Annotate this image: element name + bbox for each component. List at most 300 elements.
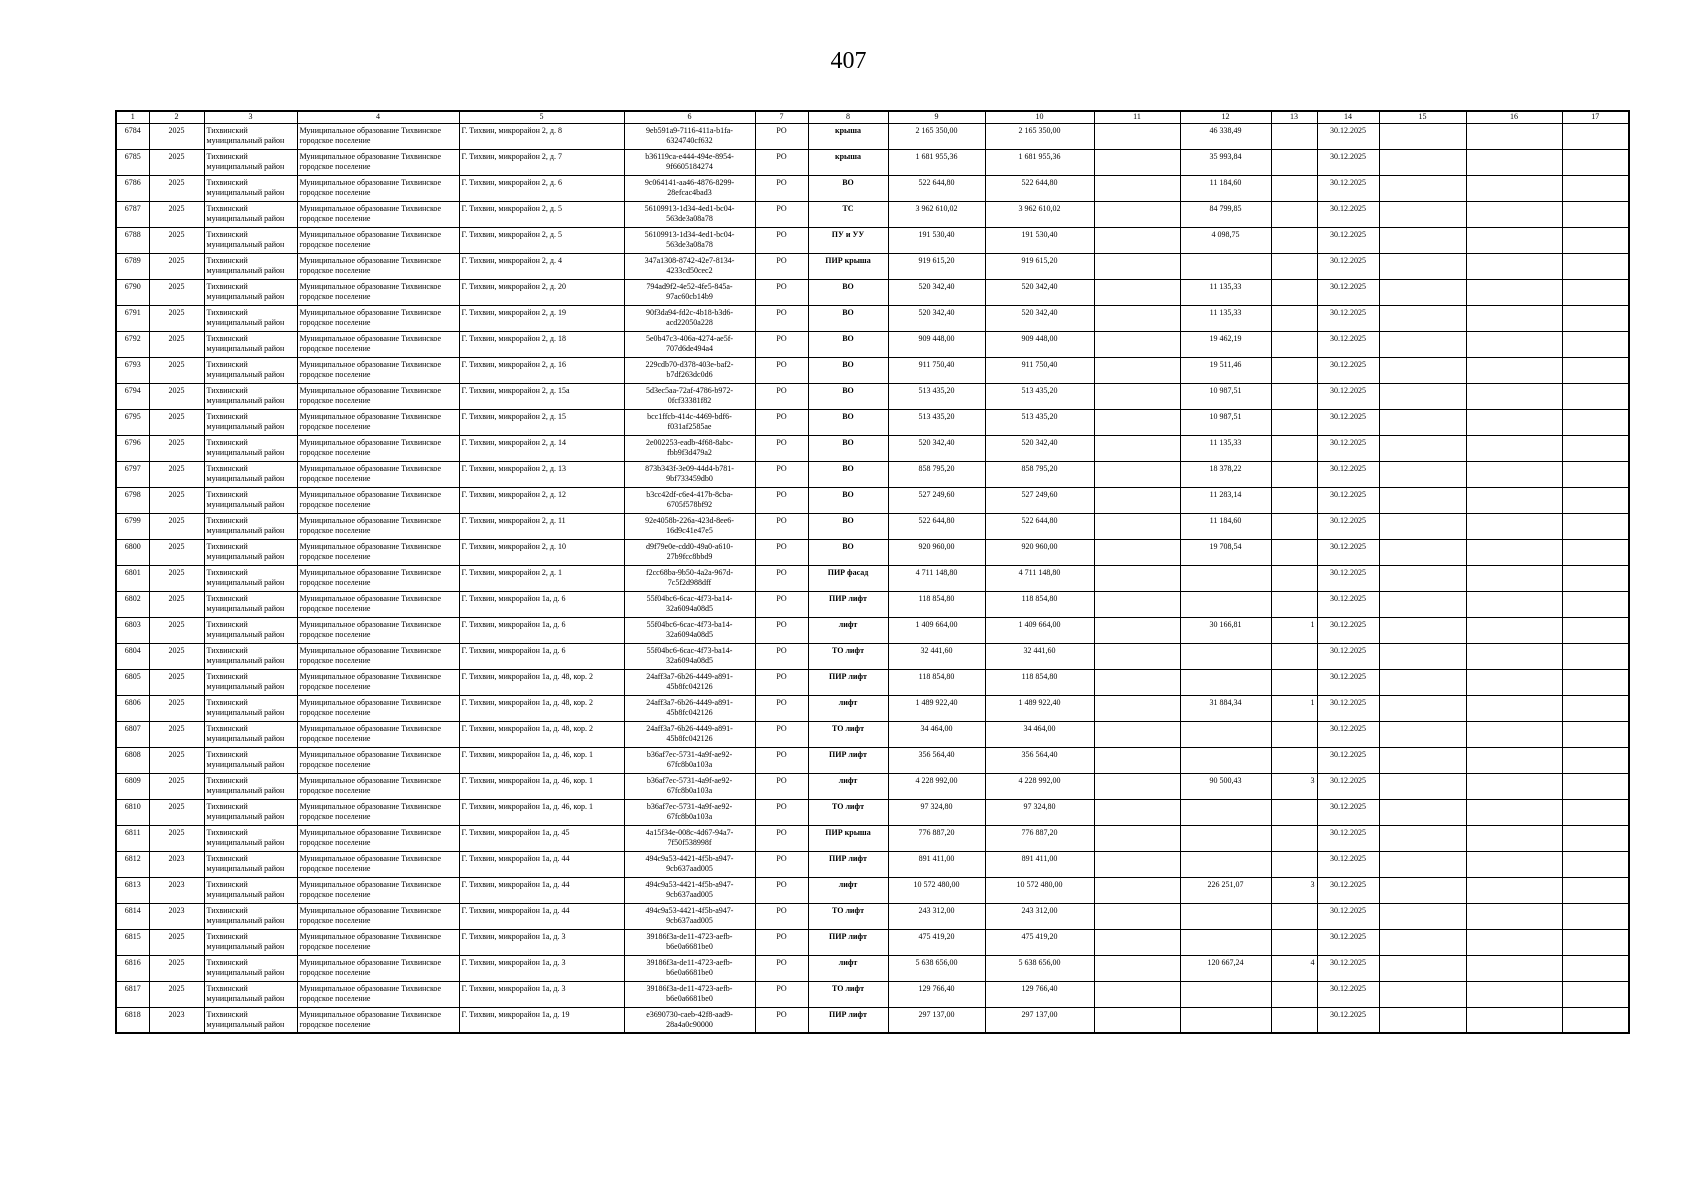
cell-col-16 — [1466, 851, 1562, 877]
cell-cost-total: 909 448,00 — [888, 331, 985, 357]
cell-col-15 — [1379, 357, 1466, 383]
cell-cost-fund: 4 228 992,00 — [985, 773, 1094, 799]
cell-work-type: ВО — [808, 279, 888, 305]
cell-col-12 — [1180, 747, 1271, 773]
cell-col-17 — [1562, 409, 1629, 435]
cell-house-guid: 5d3ec5aa-72af-4786-b972-0fcf33381f82 — [624, 383, 755, 409]
column-number-7: 7 — [755, 111, 808, 123]
cell-year: 2025 — [149, 747, 204, 773]
cell-col-12 — [1180, 851, 1271, 877]
cell-address: Г. Тихвин, микрорайон 1а, д. 46, кор. 1 — [459, 773, 624, 799]
cell-col-17 — [1562, 149, 1629, 175]
cell-district: Тихвинский муниципальный район — [204, 201, 297, 227]
cell-row-number: 6806 — [116, 695, 149, 721]
cell-col-12 — [1180, 981, 1271, 1007]
table-row — [116, 149, 1629, 175]
cell-col-12 — [1180, 565, 1271, 591]
cell-year: 2025 — [149, 305, 204, 331]
cell-year: 2025 — [149, 565, 204, 591]
cell-col-12: 30 166,81 — [1180, 617, 1271, 643]
cell-house-guid: b36af7ec-5731-4a9f-ae92-67fc8b0a103a — [624, 799, 755, 825]
cell-row-number: 6797 — [116, 461, 149, 487]
cell-funding-source: РО — [755, 487, 808, 513]
cell-year: 2025 — [149, 539, 204, 565]
cell-district: Тихвинский муниципальный район — [204, 513, 297, 539]
cell-col-15 — [1379, 227, 1466, 253]
cell-work-type: ПИР фасад — [808, 565, 888, 591]
cell-col-13 — [1271, 253, 1317, 279]
cell-col-17 — [1562, 123, 1629, 149]
cell-row-number: 6803 — [116, 617, 149, 643]
cell-col-16 — [1466, 695, 1562, 721]
cell-completion-date: 30.12.2025 — [1317, 773, 1379, 799]
cell-funding-source: РО — [755, 409, 808, 435]
cell-house-guid: 24aff3a7-6b26-4449-a891-45b8fc042126 — [624, 721, 755, 747]
cell-col-12 — [1180, 929, 1271, 955]
cell-row-number: 6814 — [116, 903, 149, 929]
cell-municipality: Муниципальное образование Тихвинское городское поселение — [297, 331, 459, 357]
cell-col-11 — [1094, 201, 1180, 227]
cell-col-12: 226 251,07 — [1180, 877, 1271, 903]
cell-col-12 — [1180, 721, 1271, 747]
cell-col-13 — [1271, 591, 1317, 617]
cell-completion-date: 30.12.2025 — [1317, 123, 1379, 149]
cell-col-11 — [1094, 851, 1180, 877]
cell-col-11 — [1094, 175, 1180, 201]
cell-year: 2025 — [149, 825, 204, 851]
cell-funding-source: РО — [755, 227, 808, 253]
cell-cost-fund: 5 638 656,00 — [985, 955, 1094, 981]
cell-col-16 — [1466, 279, 1562, 305]
cell-district: Тихвинский муниципальный район — [204, 643, 297, 669]
table-row — [116, 409, 1629, 435]
cell-row-number: 6795 — [116, 409, 149, 435]
cell-district: Тихвинский муниципальный район — [204, 305, 297, 331]
cell-col-16 — [1466, 409, 1562, 435]
cell-cost-fund: 919 615,20 — [985, 253, 1094, 279]
cell-funding-source: РО — [755, 253, 808, 279]
cell-district: Тихвинский муниципальный район — [204, 227, 297, 253]
cell-row-number: 6796 — [116, 435, 149, 461]
cell-col-15 — [1379, 539, 1466, 565]
cell-house-guid: 794ad9f2-4e52-4fe5-845a-97ac60cb14b9 — [624, 279, 755, 305]
cell-cost-fund: 97 324,80 — [985, 799, 1094, 825]
cell-district: Тихвинский муниципальный район — [204, 565, 297, 591]
cell-municipality: Муниципальное образование Тихвинское городское поселение — [297, 1007, 459, 1033]
cell-municipality: Муниципальное образование Тихвинское городское поселение — [297, 747, 459, 773]
cell-col-15 — [1379, 253, 1466, 279]
cell-cost-total: 1 681 955,36 — [888, 149, 985, 175]
cell-cost-fund: 520 342,40 — [985, 435, 1094, 461]
cell-row-number: 6805 — [116, 669, 149, 695]
cell-col-13 — [1271, 149, 1317, 175]
cell-funding-source: РО — [755, 305, 808, 331]
cell-district: Тихвинский муниципальный район — [204, 695, 297, 721]
column-number-4: 4 — [297, 111, 459, 123]
cell-municipality: Муниципальное образование Тихвинское городское поселение — [297, 773, 459, 799]
cell-row-number: 6818 — [116, 1007, 149, 1033]
cell-completion-date: 30.12.2025 — [1317, 669, 1379, 695]
cell-municipality: Муниципальное образование Тихвинское городское поселение — [297, 721, 459, 747]
cell-col-13 — [1271, 643, 1317, 669]
cell-work-type: ПИР лифт — [808, 929, 888, 955]
cell-col-11 — [1094, 487, 1180, 513]
cell-row-number: 6786 — [116, 175, 149, 201]
cell-municipality: Муниципальное образование Тихвинское городское поселение — [297, 435, 459, 461]
cell-col-15 — [1379, 695, 1466, 721]
table-row — [116, 123, 1629, 149]
cell-completion-date: 30.12.2025 — [1317, 565, 1379, 591]
cell-address: Г. Тихвин, микрорайон 2, д. 10 — [459, 539, 624, 565]
cell-year: 2025 — [149, 773, 204, 799]
cell-cost-fund: 522 644,80 — [985, 175, 1094, 201]
cell-col-13: 3 — [1271, 773, 1317, 799]
cell-row-number: 6785 — [116, 149, 149, 175]
cell-col-13 — [1271, 123, 1317, 149]
cell-cost-fund: 513 435,20 — [985, 409, 1094, 435]
cell-address: Г. Тихвин, микрорайон 2, д. 19 — [459, 305, 624, 331]
cell-col-11 — [1094, 877, 1180, 903]
cell-completion-date: 30.12.2025 — [1317, 513, 1379, 539]
cell-col-17 — [1562, 539, 1629, 565]
cell-col-13 — [1271, 305, 1317, 331]
cell-cost-fund: 520 342,40 — [985, 279, 1094, 305]
cell-address: Г. Тихвин, микрорайон 1а, д. 48, кор. 2 — [459, 721, 624, 747]
cell-municipality: Муниципальное образование Тихвинское городское поселение — [297, 383, 459, 409]
cell-col-11 — [1094, 227, 1180, 253]
cell-cost-total: 522 644,80 — [888, 175, 985, 201]
cell-col-11 — [1094, 357, 1180, 383]
cell-address: Г. Тихвин, микрорайон 2, д. 15а — [459, 383, 624, 409]
cell-work-type: лифт — [808, 773, 888, 799]
cell-cost-total: 4 228 992,00 — [888, 773, 985, 799]
table-row — [116, 903, 1629, 929]
table-row — [116, 279, 1629, 305]
cell-municipality: Муниципальное образование Тихвинское городское поселение — [297, 253, 459, 279]
cell-col-17 — [1562, 799, 1629, 825]
cell-cost-fund: 475 419,20 — [985, 929, 1094, 955]
cell-col-17 — [1562, 825, 1629, 851]
cell-col-16 — [1466, 981, 1562, 1007]
cell-col-15 — [1379, 825, 1466, 851]
cell-col-16 — [1466, 1007, 1562, 1033]
cell-funding-source: РО — [755, 981, 808, 1007]
cell-cost-fund: 858 795,20 — [985, 461, 1094, 487]
cell-col-17 — [1562, 851, 1629, 877]
cell-col-12 — [1180, 1007, 1271, 1033]
cell-col-13 — [1271, 851, 1317, 877]
cell-col-15 — [1379, 201, 1466, 227]
cell-completion-date: 30.12.2025 — [1317, 253, 1379, 279]
cell-address: Г. Тихвин, микрорайон 2, д. 20 — [459, 279, 624, 305]
cell-funding-source: РО — [755, 695, 808, 721]
cell-work-type: лифт — [808, 617, 888, 643]
cell-cost-fund: 118 854,80 — [985, 591, 1094, 617]
cell-col-13 — [1271, 669, 1317, 695]
table-row — [116, 773, 1629, 799]
table-row — [116, 331, 1629, 357]
cell-funding-source: РО — [755, 851, 808, 877]
table-row — [116, 357, 1629, 383]
cell-year: 2023 — [149, 1007, 204, 1033]
cell-district: Тихвинский муниципальный район — [204, 877, 297, 903]
cell-work-type: ПУ и УУ — [808, 227, 888, 253]
cell-completion-date: 30.12.2025 — [1317, 539, 1379, 565]
cell-col-13 — [1271, 175, 1317, 201]
cell-district: Тихвинский муниципальный район — [204, 799, 297, 825]
cell-col-16 — [1466, 305, 1562, 331]
cell-district: Тихвинский муниципальный район — [204, 461, 297, 487]
cell-col-15 — [1379, 929, 1466, 955]
cell-house-guid: b36119ca-e444-494e-8954-9f6605184274 — [624, 149, 755, 175]
cell-col-16 — [1466, 747, 1562, 773]
cell-cost-fund: 522 644,80 — [985, 513, 1094, 539]
cell-col-11 — [1094, 123, 1180, 149]
column-number-16: 16 — [1466, 111, 1562, 123]
cell-completion-date: 30.12.2025 — [1317, 825, 1379, 851]
cell-col-15 — [1379, 851, 1466, 877]
cell-funding-source: РО — [755, 643, 808, 669]
cell-district: Тихвинский муниципальный район — [204, 383, 297, 409]
cell-year: 2025 — [149, 721, 204, 747]
cell-house-guid: 55f04bc6-6cac-4f73-ba14-32a6094a08d5 — [624, 643, 755, 669]
cell-col-16 — [1466, 435, 1562, 461]
cell-cost-fund: 776 887,20 — [985, 825, 1094, 851]
cell-district: Тихвинский муниципальный район — [204, 721, 297, 747]
cell-cost-total: 5 638 656,00 — [888, 955, 985, 981]
cell-year: 2025 — [149, 799, 204, 825]
cell-col-15 — [1379, 331, 1466, 357]
cell-col-16 — [1466, 513, 1562, 539]
cell-address: Г. Тихвин, микрорайон 1а, д. 19 — [459, 1007, 624, 1033]
column-number-3: 3 — [204, 111, 297, 123]
cell-house-guid: 494c9a53-4421-4f5b-a947-9cb637aad005 — [624, 903, 755, 929]
cell-cost-fund: 356 564,40 — [985, 747, 1094, 773]
table-row — [116, 981, 1629, 1007]
cell-cost-total: 891 411,00 — [888, 851, 985, 877]
cell-work-type: ВО — [808, 513, 888, 539]
cell-col-15 — [1379, 591, 1466, 617]
table-row — [116, 1007, 1629, 1033]
cell-row-number: 6789 — [116, 253, 149, 279]
cell-col-16 — [1466, 331, 1562, 357]
cell-col-16 — [1466, 383, 1562, 409]
cell-col-15 — [1379, 903, 1466, 929]
cell-col-17 — [1562, 591, 1629, 617]
cell-year: 2025 — [149, 331, 204, 357]
cell-house-guid: 4a15f34e-008c-4d67-94a7-7f50f538998f — [624, 825, 755, 851]
cell-completion-date: 30.12.2025 — [1317, 955, 1379, 981]
cell-col-16 — [1466, 253, 1562, 279]
cell-col-13 — [1271, 383, 1317, 409]
cell-house-guid: 39186f3a-de11-4723-aefb-b6e0a6681be0 — [624, 929, 755, 955]
cell-municipality: Муниципальное образование Тихвинское городское поселение — [297, 357, 459, 383]
cell-house-guid: 9eb591a9-7116-411a-b1fa-6324740cf632 — [624, 123, 755, 149]
cell-completion-date: 30.12.2025 — [1317, 357, 1379, 383]
cell-row-number: 6791 — [116, 305, 149, 331]
cell-completion-date: 30.12.2025 — [1317, 851, 1379, 877]
cell-col-16 — [1466, 487, 1562, 513]
cell-cost-total: 356 564,40 — [888, 747, 985, 773]
cell-col-17 — [1562, 773, 1629, 799]
cell-col-15 — [1379, 149, 1466, 175]
cell-year: 2025 — [149, 149, 204, 175]
cell-district: Тихвинский муниципальный район — [204, 123, 297, 149]
cell-col-13: 4 — [1271, 955, 1317, 981]
cell-work-type: ВО — [808, 435, 888, 461]
column-number-13: 13 — [1271, 111, 1317, 123]
cell-col-15 — [1379, 877, 1466, 903]
cell-col-12: 18 378,22 — [1180, 461, 1271, 487]
cell-col-11 — [1094, 435, 1180, 461]
cell-col-13 — [1271, 565, 1317, 591]
cell-col-16 — [1466, 903, 1562, 929]
cell-row-number: 6798 — [116, 487, 149, 513]
cell-work-type: крыша — [808, 149, 888, 175]
cell-municipality: Муниципальное образование Тихвинское городское поселение — [297, 175, 459, 201]
cell-house-guid: 24aff3a7-6b26-4449-a891-45b8fc042126 — [624, 695, 755, 721]
cell-col-17 — [1562, 383, 1629, 409]
cell-col-16 — [1466, 617, 1562, 643]
cell-municipality: Муниципальное образование Тихвинское городское поселение — [297, 201, 459, 227]
cell-funding-source: РО — [755, 903, 808, 929]
cell-cost-total: 2 165 350,00 — [888, 123, 985, 149]
cell-row-number: 6794 — [116, 383, 149, 409]
cell-cost-total: 191 530,40 — [888, 227, 985, 253]
cell-col-11 — [1094, 591, 1180, 617]
table-row — [116, 747, 1629, 773]
cell-col-13: 1 — [1271, 695, 1317, 721]
cell-year: 2025 — [149, 175, 204, 201]
cell-col-17 — [1562, 565, 1629, 591]
cell-cost-total: 3 962 610,02 — [888, 201, 985, 227]
cell-col-15 — [1379, 981, 1466, 1007]
cell-work-type: ТО лифт — [808, 643, 888, 669]
cell-completion-date: 30.12.2025 — [1317, 175, 1379, 201]
table-row — [116, 799, 1629, 825]
cell-completion-date: 30.12.2025 — [1317, 435, 1379, 461]
cell-col-13: 1 — [1271, 617, 1317, 643]
cell-district: Тихвинский муниципальный район — [204, 487, 297, 513]
cell-work-type: ПИР крыша — [808, 253, 888, 279]
cell-col-13 — [1271, 513, 1317, 539]
cell-funding-source: РО — [755, 357, 808, 383]
cell-address: Г. Тихвин, микрорайон 1а, д. 6 — [459, 591, 624, 617]
cell-municipality: Муниципальное образование Тихвинское городское поселение — [297, 487, 459, 513]
cell-house-guid: 494c9a53-4421-4f5b-a947-9cb637aad005 — [624, 877, 755, 903]
cell-cost-total: 1 409 664,00 — [888, 617, 985, 643]
cell-cost-total: 520 342,40 — [888, 305, 985, 331]
cell-row-number: 6801 — [116, 565, 149, 591]
cell-cost-total: 776 887,20 — [888, 825, 985, 851]
cell-col-12: 10 987,51 — [1180, 409, 1271, 435]
cell-municipality: Муниципальное образование Тихвинское городское поселение — [297, 149, 459, 175]
cell-house-guid: 90f3da94-fd2c-4b18-b3d6-acd22050a228 — [624, 305, 755, 331]
cell-municipality: Муниципальное образование Тихвинское городское поселение — [297, 617, 459, 643]
cell-district: Тихвинский муниципальный район — [204, 175, 297, 201]
cell-row-number: 6809 — [116, 773, 149, 799]
cell-district: Тихвинский муниципальный район — [204, 357, 297, 383]
cell-col-17 — [1562, 721, 1629, 747]
cell-work-type: ПИР лифт — [808, 747, 888, 773]
cell-work-type: крыша — [808, 123, 888, 149]
cell-completion-date: 30.12.2025 — [1317, 201, 1379, 227]
cell-year: 2025 — [149, 487, 204, 513]
cell-col-17 — [1562, 981, 1629, 1007]
cell-col-16 — [1466, 929, 1562, 955]
cell-col-17 — [1562, 669, 1629, 695]
cell-cost-fund: 920 960,00 — [985, 539, 1094, 565]
cell-year: 2025 — [149, 409, 204, 435]
cell-cost-fund: 297 137,00 — [985, 1007, 1094, 1033]
cell-cost-total: 858 795,20 — [888, 461, 985, 487]
cell-completion-date: 30.12.2025 — [1317, 929, 1379, 955]
cell-district: Тихвинский муниципальный район — [204, 669, 297, 695]
cell-completion-date: 30.12.2025 — [1317, 747, 1379, 773]
cell-col-12: 90 500,43 — [1180, 773, 1271, 799]
cell-col-15 — [1379, 955, 1466, 981]
cell-col-17 — [1562, 227, 1629, 253]
cell-col-11 — [1094, 383, 1180, 409]
cell-address: Г. Тихвин, микрорайон 2, д. 15 — [459, 409, 624, 435]
cell-work-type: ТО лифт — [808, 903, 888, 929]
cell-house-guid: bcc1ffcb-414c-4469-bdf6-f031af2585ae — [624, 409, 755, 435]
cell-col-11 — [1094, 279, 1180, 305]
cell-completion-date: 30.12.2025 — [1317, 877, 1379, 903]
cell-row-number: 6810 — [116, 799, 149, 825]
cell-col-11 — [1094, 825, 1180, 851]
cell-address: Г. Тихвин, микрорайон 2, д. 7 — [459, 149, 624, 175]
column-number-row — [116, 111, 1629, 123]
cell-col-15 — [1379, 279, 1466, 305]
cell-col-15 — [1379, 409, 1466, 435]
cell-district: Тихвинский муниципальный район — [204, 435, 297, 461]
cell-col-17 — [1562, 643, 1629, 669]
cell-work-type: ПИР лифт — [808, 851, 888, 877]
cell-col-15 — [1379, 513, 1466, 539]
cell-funding-source: РО — [755, 747, 808, 773]
cell-col-13 — [1271, 539, 1317, 565]
cell-col-15 — [1379, 721, 1466, 747]
column-number-17: 17 — [1562, 111, 1629, 123]
cell-address: Г. Тихвин, микрорайон 2, д. 8 — [459, 123, 624, 149]
table-row — [116, 175, 1629, 201]
cell-cost-fund: 1 489 922,40 — [985, 695, 1094, 721]
cell-municipality: Муниципальное образование Тихвинское городское поселение — [297, 513, 459, 539]
cell-district: Тихвинский муниципальный район — [204, 825, 297, 851]
cell-cost-fund: 2 165 350,00 — [985, 123, 1094, 149]
cell-row-number: 6787 — [116, 201, 149, 227]
cell-col-17 — [1562, 955, 1629, 981]
cell-col-12: 11 184,60 — [1180, 513, 1271, 539]
cell-col-12 — [1180, 825, 1271, 851]
cell-year: 2025 — [149, 695, 204, 721]
cell-district: Тихвинский муниципальный район — [204, 747, 297, 773]
cell-year: 2025 — [149, 201, 204, 227]
register-table — [115, 110, 1630, 1034]
cell-address: Г. Тихвин, микрорайон 2, д. 16 — [459, 357, 624, 383]
cell-house-guid: d9f79e0e-cdd0-49a0-a610-27b9fcc8bbd9 — [624, 539, 755, 565]
table-row — [116, 201, 1629, 227]
cell-address: Г. Тихвин, микрорайон 1а, д. 48, кор. 2 — [459, 695, 624, 721]
cell-col-16 — [1466, 201, 1562, 227]
cell-col-16 — [1466, 773, 1562, 799]
cell-year: 2025 — [149, 253, 204, 279]
cell-address: Г. Тихвин, микрорайон 1а, д. 46, кор. 1 — [459, 747, 624, 773]
cell-work-type: ТО лифт — [808, 721, 888, 747]
cell-work-type: ПИР лифт — [808, 591, 888, 617]
cell-row-number: 6808 — [116, 747, 149, 773]
